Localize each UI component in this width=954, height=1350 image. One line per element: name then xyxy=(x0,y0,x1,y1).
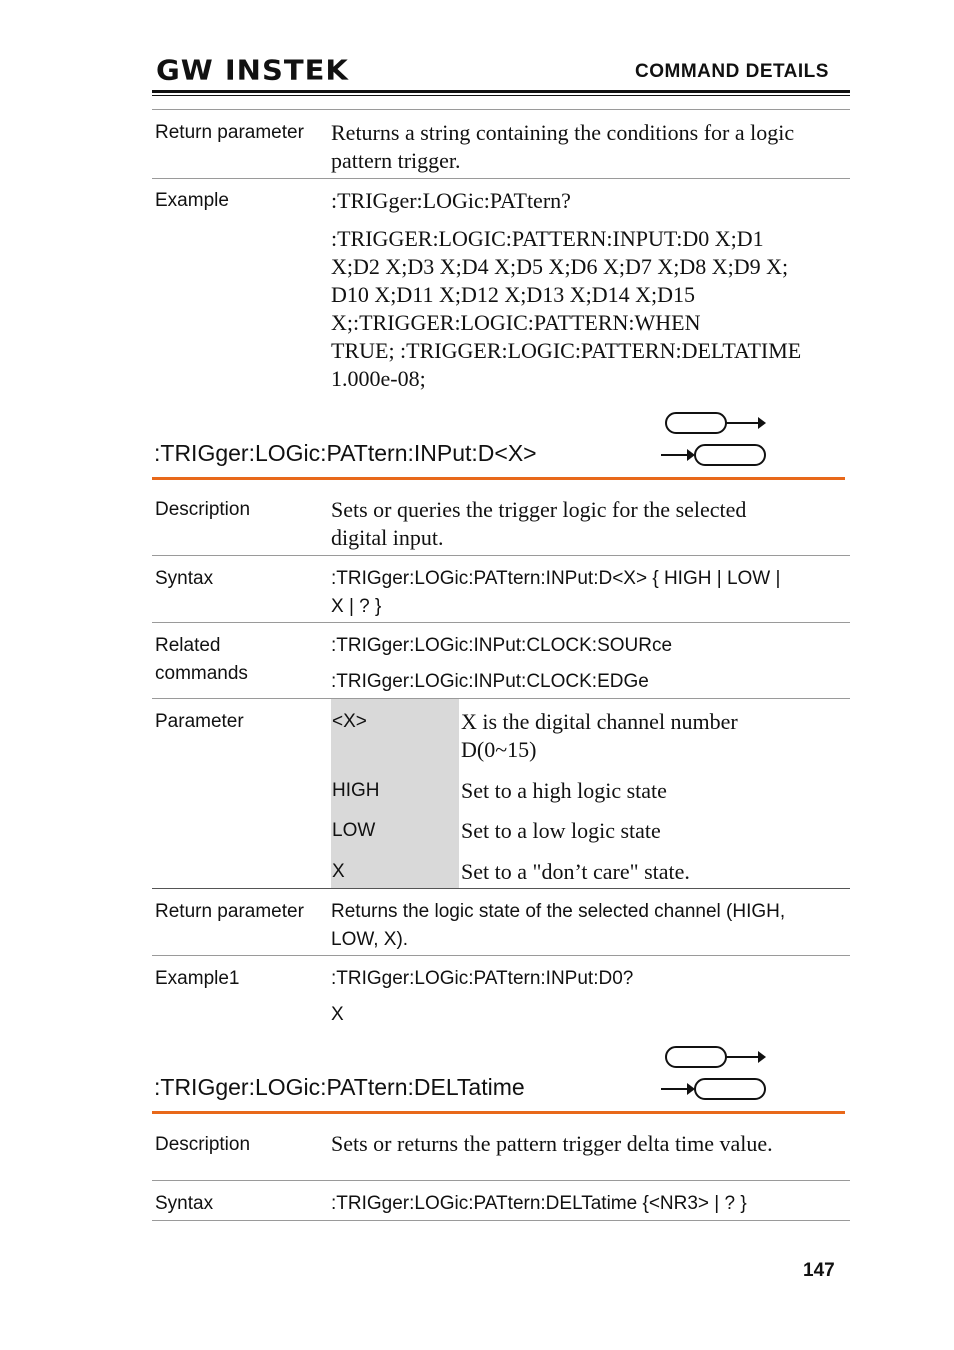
example-response-line: TRUE; :TRIGGER:LOGIC:PATTERN:DELTATIME xyxy=(331,338,802,363)
parameter-desc-line: D(0~15) xyxy=(461,737,537,762)
row-divider xyxy=(152,888,850,889)
related-command: :TRIGger:LOGic:INPut:CLOCK:SOURce xyxy=(331,635,673,656)
row-divider xyxy=(152,109,850,110)
example-response-line: X;D2 X;D3 X;D4 X;D5 X;D6 X;D7 X;D8 X;D9 X; xyxy=(331,254,789,279)
parameter-name: HIGH xyxy=(332,780,380,801)
row-divider xyxy=(152,955,850,956)
example-query: :TRIGger:LOGic:PATtern? xyxy=(331,188,571,213)
row-divider xyxy=(152,698,850,699)
parameter-desc-line: X is the digital channel number xyxy=(461,709,738,734)
parameter-desc: Set to a "don’t care" state. xyxy=(461,859,690,884)
example-label: Example1 xyxy=(155,968,240,989)
parameter-desc xyxy=(461,708,846,764)
command-heading: :TRIGger:LOGic:PATtern:DELTatime xyxy=(154,1074,525,1100)
return-parameter-label: Return parameter xyxy=(155,122,304,143)
parameter-name: <X> xyxy=(332,711,367,732)
description-label: Description xyxy=(155,499,251,520)
related-label-line: commands xyxy=(155,663,248,684)
description-text: Sets or returns the pattern trigger delta time value. xyxy=(331,1131,773,1156)
example-response-line: 1.000e-08; xyxy=(331,366,426,391)
return-parameter-text: Returns a string containing the conditions for a logic pattern trigger. xyxy=(331,120,795,173)
example-response-line: X;:TRIGGER:LOGIC:PATTERN:WHEN xyxy=(331,310,701,335)
page-number: 147 xyxy=(803,1260,835,1281)
row-divider xyxy=(152,622,850,623)
row-divider xyxy=(152,1220,850,1221)
related-commands-label xyxy=(155,632,248,688)
row-divider xyxy=(152,178,850,179)
example-response xyxy=(331,225,846,393)
syntax-text: :TRIGger:LOGic:PATtern:DELTatime {<NR3> | ? } xyxy=(331,1193,747,1214)
description-text xyxy=(331,496,846,552)
example-response: X xyxy=(331,1004,344,1025)
parameter-desc: Set to a high logic state xyxy=(461,778,667,803)
description-label: Description xyxy=(155,1134,251,1155)
command-heading: :TRIGger:LOGic:PATtern:INPut:D<X> xyxy=(154,440,537,466)
section-title: COMMAND DETAILS xyxy=(635,61,829,82)
syntax-line: X | ? } xyxy=(331,596,382,617)
return-line: Returns the logic state of the selected channel (HIGH, xyxy=(331,901,786,922)
set-query-icon xyxy=(658,1044,768,1102)
example-query: :TRIGger:LOGic:PATtern:INPut:D0? xyxy=(331,968,634,989)
syntax-text xyxy=(331,565,846,621)
return-line: LOW, X). xyxy=(331,929,409,950)
related-label-line: Related xyxy=(155,635,221,656)
parameter-name: X xyxy=(332,861,345,882)
description-line: Sets or queries the trigger logic for the selected xyxy=(331,497,747,522)
syntax-label: Syntax xyxy=(155,568,214,589)
set-query-icon xyxy=(658,410,768,468)
header-rule xyxy=(152,90,850,93)
heading-underline xyxy=(152,1111,845,1114)
parameter-desc: Set to a low logic state xyxy=(461,818,661,843)
syntax-line: :TRIGger:LOGic:PATtern:INPut:D<X> { HIGH | LOW | xyxy=(331,568,781,589)
example-response-line: D10 X;D11 X;D12 X;D13 X;D14 X;D15 xyxy=(331,282,696,307)
row-divider xyxy=(152,555,850,556)
parameter-name: LOW xyxy=(332,820,376,841)
return-parameter-label: Return parameter xyxy=(155,901,304,922)
parameter-label: Parameter xyxy=(155,711,244,732)
return-parameter-text xyxy=(331,898,846,954)
example-label: Example xyxy=(155,190,229,211)
brand-logo: GW INSTEK xyxy=(156,53,349,87)
description-line: digital input. xyxy=(331,525,444,550)
syntax-label: Syntax xyxy=(155,1193,214,1214)
heading-underline xyxy=(152,477,845,480)
related-command: :TRIGger:LOGic:INPut:CLOCK:EDGe xyxy=(331,671,649,692)
header-rule-thin xyxy=(152,95,850,96)
example-response-line: :TRIGGER:LOGIC:PATTERN:INPUT:D0 X;D1 xyxy=(331,226,764,251)
row-divider xyxy=(152,1180,850,1181)
